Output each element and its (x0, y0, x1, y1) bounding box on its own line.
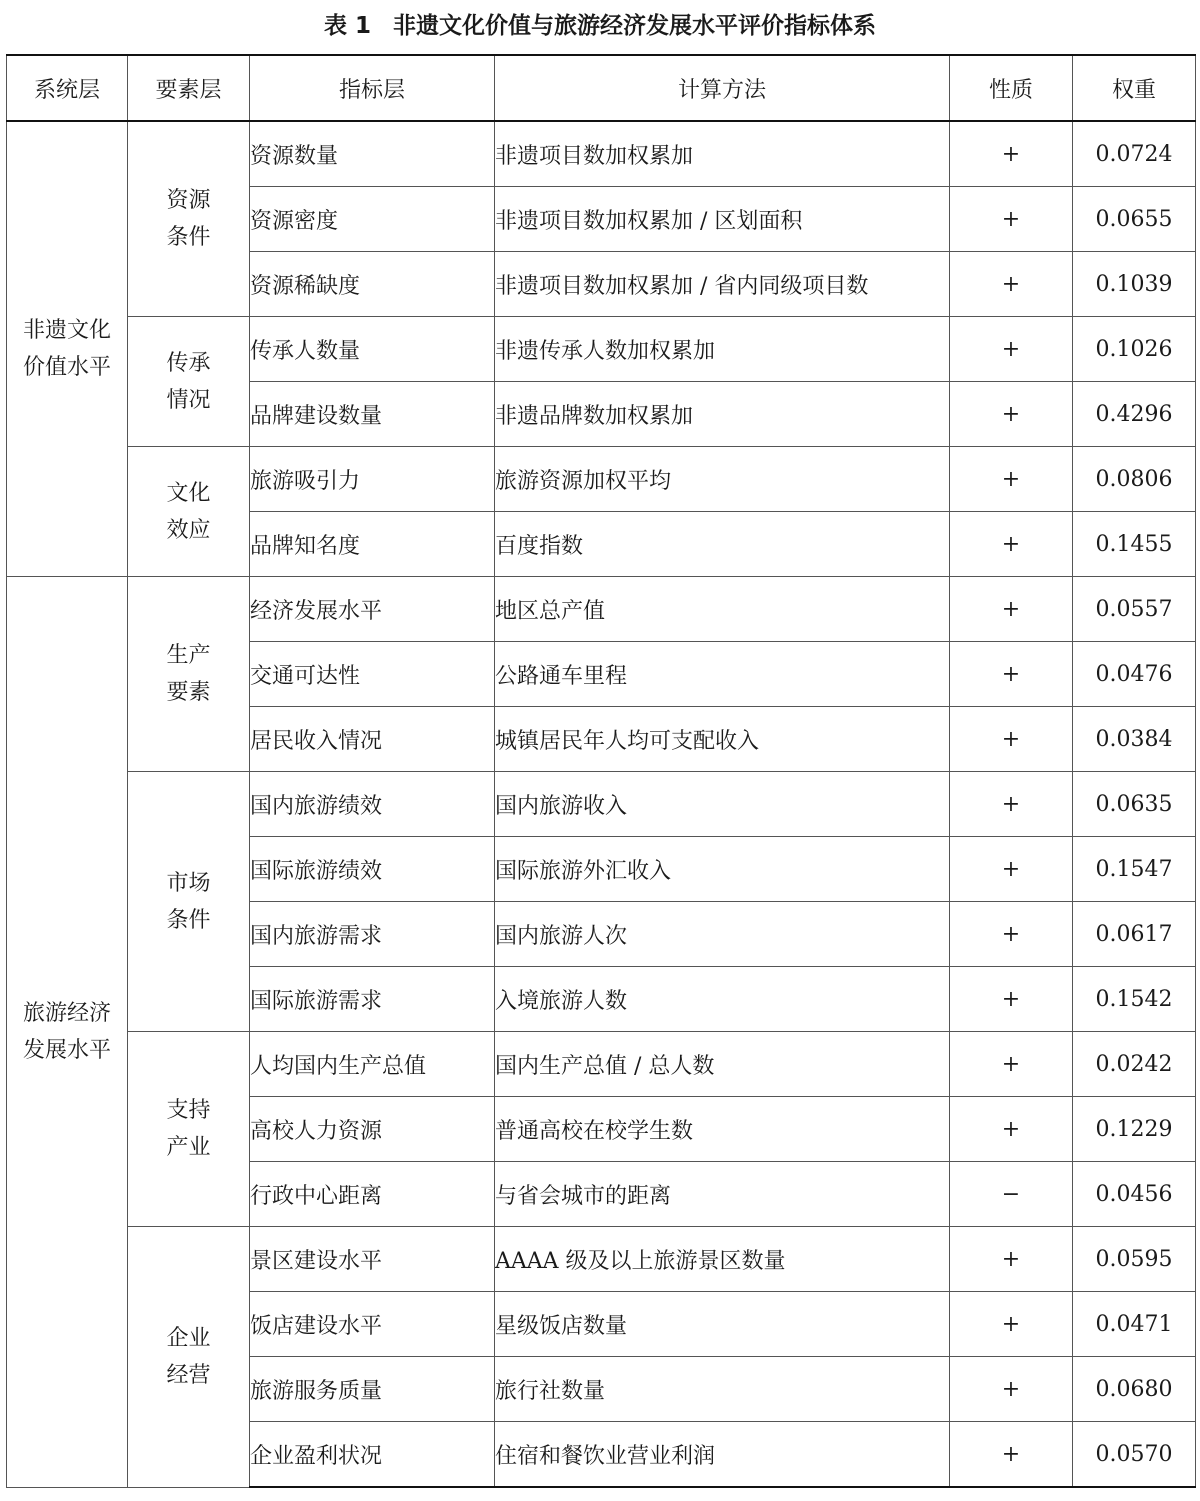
nature-cell: + (950, 837, 1073, 902)
table-row (7, 1227, 1196, 1292)
weight-cell: 0.1039 (1073, 252, 1196, 317)
weight-cell: 0.0680 (1073, 1357, 1196, 1422)
nature-cell: + (950, 772, 1073, 837)
nature-cell: + (950, 1357, 1073, 1422)
method-cell: 公路通车里程 (495, 642, 950, 707)
element-cell (128, 317, 250, 447)
weight-cell: 0.0384 (1073, 707, 1196, 772)
nature-cell: + (950, 1227, 1073, 1292)
element-cell (128, 577, 250, 772)
table-body (7, 121, 1196, 1487)
weight-cell: 0.0456 (1073, 1162, 1196, 1227)
nature-cell: + (950, 707, 1073, 772)
indicator-cell: 资源数量 (250, 121, 495, 187)
element-name-line: 经营 (166, 1362, 211, 1388)
table-row (7, 577, 1196, 642)
method-cell: 国内旅游收入 (495, 772, 950, 837)
nature-cell: + (950, 902, 1073, 967)
nature-cell: + (950, 512, 1073, 577)
system-name-line: 非遗文化 (22, 318, 111, 343)
indicator-cell: 企业盈利状况 (250, 1422, 495, 1488)
element-cell (128, 1032, 250, 1227)
method-cell: AAAA 级及以上旅游景区数量 (495, 1227, 950, 1292)
system-name-line: 价值水平 (22, 355, 111, 380)
weight-cell: 0.0806 (1073, 447, 1196, 512)
method-cell: 非遗传承人数加权累加 (495, 317, 950, 382)
weight-cell: 0.0635 (1073, 772, 1196, 837)
weight-cell: 0.0617 (1073, 902, 1196, 967)
element-name-line: 支持 (166, 1098, 211, 1123)
method-cell: 非遗项目数加权累加 / 区划面积 (495, 187, 950, 252)
table-row (7, 1032, 1196, 1097)
method-cell: 城镇居民年人均可支配收入 (495, 707, 950, 772)
element-cell (128, 447, 250, 577)
method-cell: 旅游资源加权平均 (495, 447, 950, 512)
element-name-line: 传承 (166, 350, 211, 376)
table-row (7, 772, 1196, 837)
element-name-line: 生产 (166, 643, 211, 668)
nature-cell: + (950, 447, 1073, 512)
system-name-line: 发展水平 (22, 1037, 111, 1063)
indicator-cell: 品牌知名度 (250, 512, 495, 577)
element-name-line: 资源 (166, 188, 211, 213)
element-name-line: 条件 (166, 225, 211, 250)
weight-cell: 0.0724 (1073, 121, 1196, 187)
weight-cell: 0.1542 (1073, 967, 1196, 1032)
table-header-row (7, 55, 1196, 121)
element-name-line: 产业 (166, 1135, 211, 1160)
indicator-cell: 国内旅游绩效 (250, 772, 495, 837)
nature-cell: + (950, 382, 1073, 447)
indicator-cell: 景区建设水平 (250, 1227, 495, 1292)
indicator-table (6, 54, 1196, 1488)
indicator-cell: 交通可达性 (250, 642, 495, 707)
method-cell: 非遗项目数加权累加 (495, 121, 950, 187)
nature-cell: + (950, 1097, 1073, 1162)
weight-cell: 0.0570 (1073, 1422, 1196, 1488)
method-cell: 国际旅游外汇收入 (495, 837, 950, 902)
method-cell: 星级饭店数量 (495, 1292, 950, 1357)
indicator-cell: 传承人数量 (250, 317, 495, 382)
method-cell: 与省会城市的距离 (495, 1162, 950, 1227)
method-cell: 入境旅游人数 (495, 967, 950, 1032)
indicator-cell: 经济发展水平 (250, 577, 495, 642)
element-cell (128, 1227, 250, 1488)
method-cell: 非遗项目数加权累加 / 省内同级项目数 (495, 252, 950, 317)
system-cell (7, 121, 128, 577)
element-name-line: 要素 (166, 680, 211, 705)
indicator-cell: 资源稀缺度 (250, 252, 495, 317)
indicator-cell: 行政中心距离 (250, 1162, 495, 1227)
table-caption (0, 6, 1200, 46)
weight-cell: 0.1026 (1073, 317, 1196, 382)
nature-cell: + (950, 1292, 1073, 1357)
indicator-cell: 国际旅游需求 (250, 967, 495, 1032)
header-weight: 权重 (1073, 55, 1196, 121)
indicator-cell: 旅游吸引力 (250, 447, 495, 512)
table-row (7, 317, 1196, 382)
weight-cell: 0.1455 (1073, 512, 1196, 577)
weight-cell: 0.1229 (1073, 1097, 1196, 1162)
element-cell (128, 121, 250, 317)
system-name-line: 旅游经济 (22, 1000, 111, 1026)
indicator-cell: 品牌建设数量 (250, 382, 495, 447)
method-cell: 地区总产值 (495, 577, 950, 642)
element-name-line: 情况 (166, 387, 211, 413)
header-nature: 性质 (950, 55, 1073, 121)
nature-cell: + (950, 967, 1073, 1032)
table-number: 表 1 (323, 13, 371, 39)
weight-cell: 0.0595 (1073, 1227, 1196, 1292)
nature-cell: − (950, 1162, 1073, 1227)
system-cell (7, 577, 128, 1488)
nature-cell: + (950, 317, 1073, 382)
indicator-cell: 饭店建设水平 (250, 1292, 495, 1357)
nature-cell: + (950, 252, 1073, 317)
indicator-cell: 国内旅游需求 (250, 902, 495, 967)
method-cell: 国内旅游人次 (495, 902, 950, 967)
weight-cell: 0.0476 (1073, 642, 1196, 707)
weight-cell: 0.0557 (1073, 577, 1196, 642)
table-row (7, 447, 1196, 512)
header-element: 要素层 (128, 55, 250, 121)
nature-cell: + (950, 642, 1073, 707)
method-cell: 非遗品牌数加权累加 (495, 382, 950, 447)
element-name-line: 条件 (166, 907, 211, 933)
element-name-line: 文化 (166, 480, 211, 506)
weight-cell: 0.0242 (1073, 1032, 1196, 1097)
element-name-line: 效应 (166, 517, 211, 543)
nature-cell: + (950, 121, 1073, 187)
header-indicator: 指标层 (250, 55, 495, 121)
element-name-line: 企业 (166, 1325, 211, 1351)
weight-cell: 0.1547 (1073, 837, 1196, 902)
nature-cell: + (950, 187, 1073, 252)
method-cell: 住宿和餐饮业营业利润 (495, 1422, 950, 1488)
nature-cell: + (950, 1032, 1073, 1097)
header-system: 系统层 (7, 55, 128, 121)
method-cell: 百度指数 (495, 512, 950, 577)
weight-cell: 0.0655 (1073, 187, 1196, 252)
weight-cell: 0.4296 (1073, 382, 1196, 447)
indicator-cell: 国际旅游绩效 (250, 837, 495, 902)
element-cell (128, 772, 250, 1032)
header-method: 计算方法 (495, 55, 950, 121)
method-cell: 普通高校在校学生数 (495, 1097, 950, 1162)
method-cell: 旅行社数量 (495, 1357, 950, 1422)
indicator-cell: 人均国内生产总值 (250, 1032, 495, 1097)
method-cell: 国内生产总值 / 总人数 (495, 1032, 950, 1097)
indicator-cell: 旅游服务质量 (250, 1357, 495, 1422)
indicator-cell: 居民收入情况 (250, 707, 495, 772)
indicator-cell: 资源密度 (250, 187, 495, 252)
nature-cell: + (950, 577, 1073, 642)
table-row (7, 121, 1196, 187)
nature-cell: + (950, 1422, 1073, 1488)
table-title: 非遗文化价值与旅游经济发展水平评价指标体系 (393, 13, 876, 39)
element-name-line: 市场 (166, 870, 211, 896)
indicator-cell: 高校人力资源 (250, 1097, 495, 1162)
weight-cell: 0.0471 (1073, 1292, 1196, 1357)
